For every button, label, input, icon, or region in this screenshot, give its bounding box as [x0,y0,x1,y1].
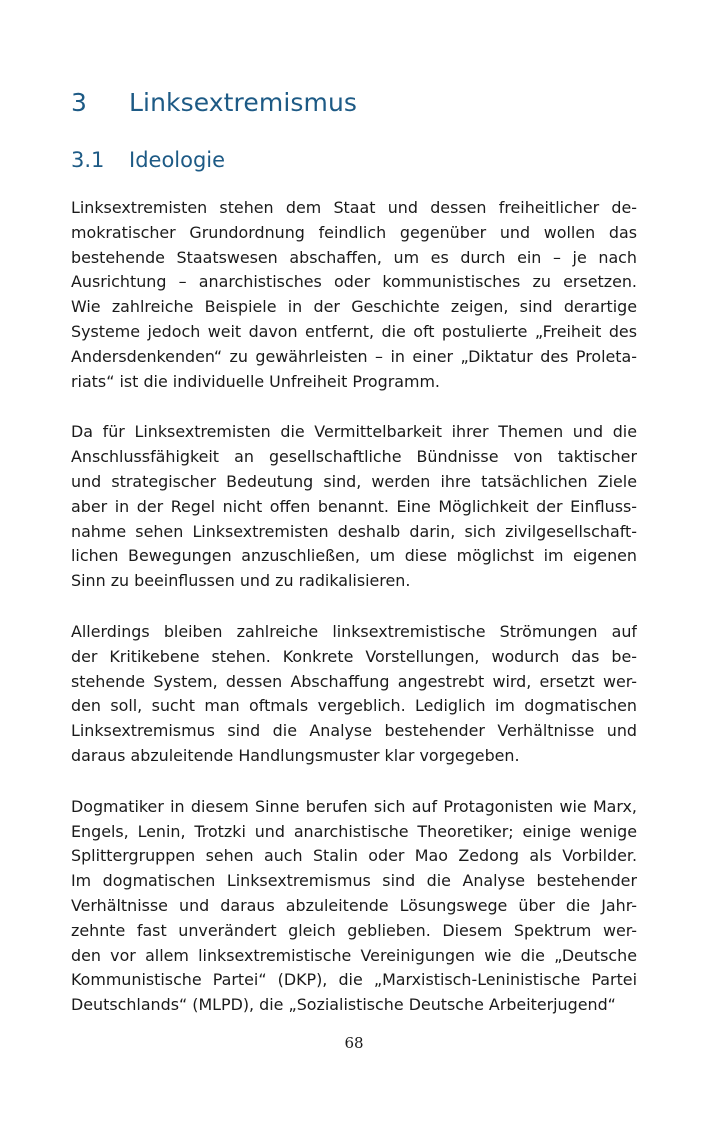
chapter-title: Linksextremismus [129,88,358,117]
paragraph-line: lichen Bewegungen anzuschließen, um diese möglichst im eigenen [71,546,637,566]
paragraph-line: stehende System, dessen Abschaffung angestrebt wird, ersetzt wer- [71,671,637,691]
paragraph-line: Wie zahlreiche Beispiele in der Geschichte zeigen, sind derartige [71,297,637,317]
section-heading [71,148,225,172]
paragraph-line: aber in der Regel nicht offen benannt. Eine Möglichkeit der Einfluss- [71,496,637,516]
paragraph-line: Linksextremismus sind die Analyse bestehender Verhältnisse und [71,721,637,741]
paragraph-line: Engels, Lenin, Trotzki und anarchistische Theoretiker; einige wenige [71,821,637,841]
paragraph-line: Da für Linksextremisten die Vermittelbarkeit ihrer Themen und die [71,422,637,442]
paragraph-line: mokratischer Grundordnung feindlich gegenüber und wollen das [71,222,637,242]
paragraph [71,196,637,394]
section-number: 3.1 [71,148,105,172]
paragraph-line: Ausrichtung – anarchistisches oder kommunistisches zu ersetzen. [71,272,637,292]
paragraph-line: Allerdings bleiben zahlreiche linksextremistische Strömungen auf [71,621,637,641]
paragraph-line: Andersdenkenden“ zu gewährleisten – in einer „Diktatur des Proleta- [71,346,637,366]
paragraph-line: daraus abzuleitende Handlungsmuster klar vorgegeben. [71,745,520,765]
paragraph-line: den vor allem linksextremistische Vereinigungen wie die „Deutsche [71,945,637,965]
section-title: Ideologie [129,148,226,172]
paragraph [71,620,637,769]
paragraph [71,795,637,1018]
paragraph-line: Systeme jedoch weit davon entfernt, die oft postulierte „Freiheit des [71,321,637,341]
paragraph-line: zehnte fast unverändert gleich geblieben. Diesem Spektrum wer- [71,920,637,940]
paragraph-line: Kommunistische Partei“ (DKP), die „Marxistisch-Leninistische Partei [71,970,637,990]
paragraph-line: Linksextremisten stehen dem Staat und dessen freiheitlicher de- [71,198,637,217]
paragraph-line: Im dogmatischen Linksextremismus sind die Analyse bestehender [71,871,637,891]
paragraph-line: Anschlussfähigkeit an gesellschaftliche Bündnisse von taktischer [71,447,637,467]
paragraph-line: Verhältnisse und daraus abzuleitende Lösungswege über die Jahr- [71,895,637,915]
chapter-number: 3 [71,88,88,117]
paragraph-line: riats“ ist die individuelle Unfreiheit Programm. [71,371,440,391]
paragraph-line: der Kritikebene stehen. Konkrete Vorstellungen, wodurch das be- [71,646,637,666]
paragraph-line: bestehende Staatswesen abschaffen, um es durch ein – je nach [71,247,637,267]
paragraph-line: und strategischer Bedeutung sind, werden ihre tatsächlichen Ziele [71,471,637,491]
paragraph-line: nahme sehen Linksextremisten deshalb darin, sich zivilgesellschaft- [71,521,637,541]
paragraph-line: den soll, sucht man oftmals vergeblich. Lediglich im dogmatischen [71,696,637,716]
chapter-heading [71,88,357,117]
paragraph [71,420,637,594]
paragraph-line: Sinn zu beeinflussen und zu radikalisieren. [71,571,411,591]
paragraph-line: Deutschlands“ (MLPD), die „Sozialistische Deutsche Arbeiterjugend“ [71,995,616,1015]
body-text [71,196,637,1044]
paragraph-line: Splittergruppen sehen auch Stalin oder Mao Zedong als Vorbilder. [71,846,637,866]
page-number: 68 [344,1034,364,1052]
paragraph-line: Dogmatiker in diesem Sinne berufen sich auf Protagonisten wie Marx, [71,796,637,816]
